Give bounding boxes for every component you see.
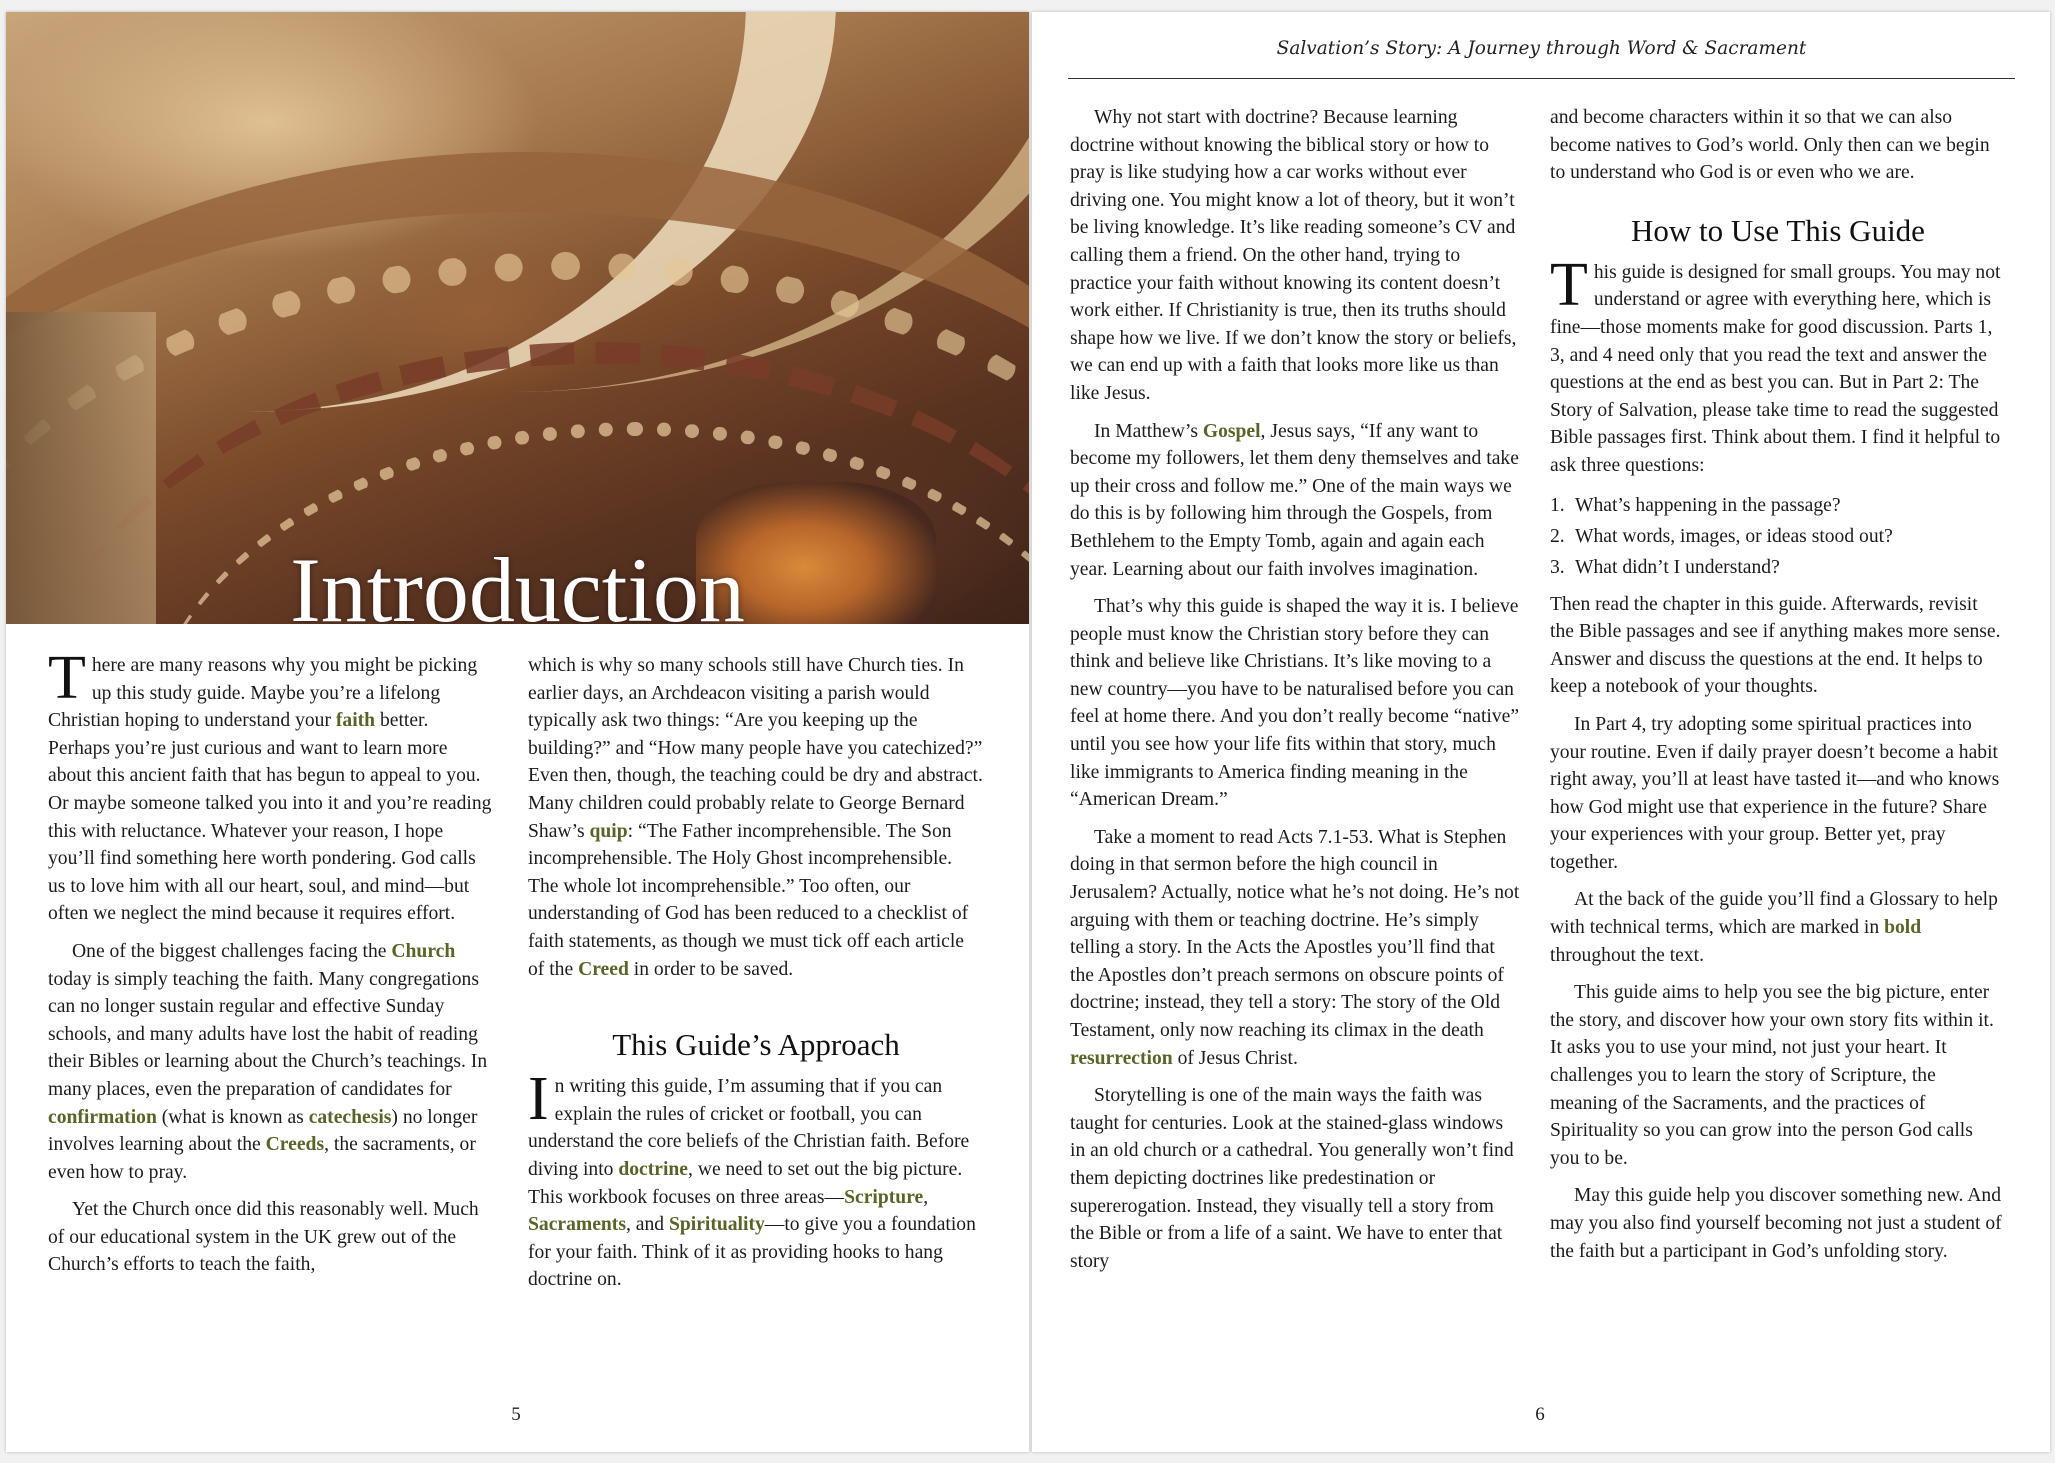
text-run: in order to be saved. — [628, 958, 794, 980]
paragraph — [1070, 418, 1522, 584]
text-run: here are many reasons why you might be picking up this study guide. Maybe you’re a lifelong Christian hoping to understand your — [48, 655, 478, 732]
text-run: Yet the Church once did this reasonably well. Much of our educational system in the UK grew out of the Church’s efforts to teach the faith, — [48, 1199, 479, 1276]
list-number: 3. — [1550, 556, 1565, 578]
text-run: his guide is designed for small groups. You may not understand or agree with everything here, which is fine—those moments make for good discussion. Parts 1, 3, and 4 need only that you read the text and answer the questions at the end as best you can. But in Part 2: The Story of Salvation, please take time to read the suggested Bible passages first. Think about them. I find it helpful to ask three questions: — [1550, 261, 2001, 476]
paragraph — [1550, 591, 2006, 701]
text-run: , — [923, 1186, 929, 1208]
running-header: Salvation’s Story: A Journey through Word & Sacrament — [1276, 38, 1807, 59]
glossary-term: Gospel — [1202, 420, 1261, 442]
paragraph — [48, 1196, 494, 1279]
section-heading: This Guide’s Approach — [612, 1027, 900, 1063]
paragraph — [1550, 1182, 2006, 1265]
paragraph — [1550, 250, 2006, 480]
drop-cap: T — [48, 644, 86, 712]
page-number: 5 — [511, 1404, 521, 1425]
glossary-term: quip — [589, 820, 628, 842]
spacer — [528, 993, 984, 1027]
paragraph — [1070, 1082, 1522, 1275]
text-run: Then read the chapter in this guide. Afterwards, revisit the Bible passages and see if anything makes more sense. Answer and discuss the questions at the end. It helps to keep a notebook of your thoughts. — [1550, 593, 2001, 698]
list-text: What words, images, or ideas stood out? — [1575, 525, 1893, 547]
glossary-term: Sacraments — [528, 1214, 626, 1236]
right-page — [1032, 12, 2050, 1452]
text-column — [528, 652, 984, 1304]
glossary-term: resurrection — [1070, 1047, 1173, 1069]
glossary-term: Church — [391, 940, 456, 962]
list-number: 1. — [1550, 494, 1565, 516]
glossary-term: bold — [1884, 917, 1922, 939]
spacer — [1550, 197, 2006, 213]
glossary-term: confirmation — [48, 1106, 157, 1128]
glossary-term: catechesis — [308, 1106, 392, 1128]
paragraph — [48, 938, 494, 1186]
list-item — [1550, 552, 2006, 583]
glossary-term: doctrine — [618, 1158, 689, 1180]
text-run: Take a moment to read Acts 7.1-53. What is Stephen doing in that sermon before the high council in Jerusalem? Actually, notice what he’s not doing. He’s not arguing with them or teaching doctrine. He’s simply telling a story. In the Acts the Apostles you’ll find that the Apostles don’t preach sermons on obscure points of doctrine; instead, they tell a story: The story of the Old Testament, only now reaching its climax in the death — [1070, 826, 1520, 1041]
paragraph — [1550, 104, 2006, 187]
paragraph — [48, 644, 494, 928]
text-column — [48, 644, 494, 1289]
text-run: which is why so many schools still have Church ties. In earlier days, an Archdeacon visiting a parish would typically ask two things: “Are you keeping up the building?” and “How many people have you catechized?” Even then, though, the teaching could be dry and abstract. Many children could probably relate to George Bernard Shaw’s — [528, 655, 983, 842]
text-run: May this guide help you discover something new. And may you also find yourself becoming not just a student of the faith but a participant in God’s unfolding story. — [1550, 1185, 2002, 1262]
glossary-term: Creeds — [265, 1134, 325, 1156]
paragraph — [1550, 886, 2006, 969]
glossary-term: Spirituality — [668, 1214, 765, 1236]
hero-image — [6, 12, 1029, 624]
text-run: Why not start with doctrine? Because learning doctrine without knowing the biblical story or how to pray is like studying how a car works without ever driving one. You might know a lot of theory, but it won’t be living knowledge. It’s like reading someone’s CV and calling them a friend. On the other hand, trying to practice your faith without knowing its content doesn’t work either. If Christianity is true, then its truths should shape how we live. If we don’t know the story or beliefs, we can end up with a faith that looks more like us than like Jesus. — [1070, 107, 1517, 404]
paragraph — [1070, 593, 1522, 814]
header-divider — [1068, 78, 2015, 79]
text-run: n writing this guide, I’m assuming that if you can explain the rules of cricket or football, you can understand the core beliefs of the Christian faith. Before diving into — [528, 1076, 970, 1180]
text-run: : “The Father incomprehensible. The Son incomprehensible. The Holy Ghost incomprehensible. The whole lot incomprehensible.” Too often, our understanding of God has been reduced to a checklist of faith statements, as though we must tick off each article of the — [528, 820, 969, 980]
list-number: 2. — [1550, 525, 1565, 547]
text-run: —to give you a foundation for your faith. Think of it as providing hooks to hang doctrine on. — [528, 1214, 976, 1291]
text-column — [1550, 104, 2006, 1275]
text-run: (what is known as — [156, 1106, 309, 1128]
text-run: of Jesus Christ. — [1172, 1047, 1298, 1069]
text-run: In Matthew’s — [1094, 420, 1203, 442]
drop-cap: I — [528, 1065, 549, 1134]
drop-cap: T — [1550, 250, 1588, 319]
text-run: , the sacraments, or even how to pray. — [48, 1134, 476, 1183]
text-run: , Jesus says, “If any want to become my followers, let them deny themselves and take up their cross and follow me.” One of the main ways we do this is by following him through the Gospels, from Bethlehem to the Empty Tomb, again and again each year. Learning about our faith involves imagination. — [1070, 420, 1519, 580]
glossary-term: Creed — [578, 958, 629, 980]
text-run: Storytelling is one of the main ways the faith was taught for centuries. Look at the stained-glass windows in an old church or a cathedral. You generally won’t find them depicting doctrines like predestination or supererogation. Instead, they visually tell a story from the Bible or from a life of a saint. We have to enter that story — [1070, 1085, 1514, 1272]
text-run: One of the biggest challenges facing the — [72, 940, 392, 962]
text-run: In Part 4, try adopting some spiritual practices into your routine. Even if daily prayer doesn’t become a habit right away, you’ll at least have tasted it—and who knows how God might use that experience in the future? Share your experiences with your group. Better yet, pray together. — [1550, 713, 2000, 873]
paragraph — [1550, 711, 2006, 877]
list-item — [1550, 490, 2006, 521]
paragraph — [1070, 104, 1522, 408]
text-run: At the back of the guide you’ll find a Glossary to help with technical terms, which are marked in — [1550, 889, 1998, 939]
text-run: today is simply teaching the faith. Many congregations can no longer sustain regular and effective Sunday schools, and many adults have lost the habit of reading their Bibles or learning about the Church’s teachings. In many places, even the preparation of candidates for — [48, 968, 488, 1100]
section-heading: How to Use This Guide — [1631, 212, 1925, 248]
text-run: better. Perhaps you’re just curious and want to learn more about this ancient faith that has begun to appeal to you. Or maybe someone talked you into it and you’re reading this with reluctance. Whatever your reason, I hope you’ll find something here worth pondering. God calls us to love him with all our heart, soul, and mind—but often we neglect the mind because it requires effort. — [48, 710, 492, 925]
text-run: and become characters within it so that we can also become natives to God’s world. Only then can we begin to understand who God is or even who we are. — [1550, 107, 1990, 184]
text-run: , and — [625, 1214, 669, 1236]
text-run: That’s why this guide is shaped the way it is. I believe people must know the Christian story before they can think and believe like Christians. It’s like moving to a new country—you have to be naturalised before you can feel at home there. And you don’t really become “native” until you see how your life fits within that story, much like immigrants to America finding meaning in the “American Dream.” — [1070, 596, 1520, 811]
page-number: 6 — [1535, 1404, 1545, 1425]
paragraph — [1070, 824, 1522, 1072]
chapter-title: Introduction — [290, 539, 745, 624]
list-text: What’s happening in the passage? — [1575, 494, 1841, 516]
text-run: , we need to set out the big picture. This workbook focuses on three areas— — [528, 1158, 963, 1208]
paragraph — [528, 1065, 984, 1294]
glossary-term: Scripture — [844, 1186, 924, 1208]
glossary-term: faith — [335, 710, 376, 732]
text-run: This guide aims to help you see the big picture, enter the story, and discover how your own story fits within it. It asks you to use your mind, not just your heart. It challenges you to learn the story of Scripture, the meaning of the Sacraments, and the practices of Spirituality so you can grow into the person God calls you to be. — [1550, 982, 1994, 1169]
left-page — [6, 12, 1029, 1452]
text-column — [1070, 104, 1522, 1285]
text-run: ) no longer involves learning about the — [48, 1106, 478, 1156]
list-text: What didn’t I understand? — [1575, 556, 1780, 578]
paragraph — [528, 652, 984, 983]
list-item — [1550, 521, 2006, 552]
paragraph — [1550, 979, 2006, 1172]
question-list — [1550, 490, 2006, 583]
text-run: throughout the text. — [1550, 944, 1705, 966]
